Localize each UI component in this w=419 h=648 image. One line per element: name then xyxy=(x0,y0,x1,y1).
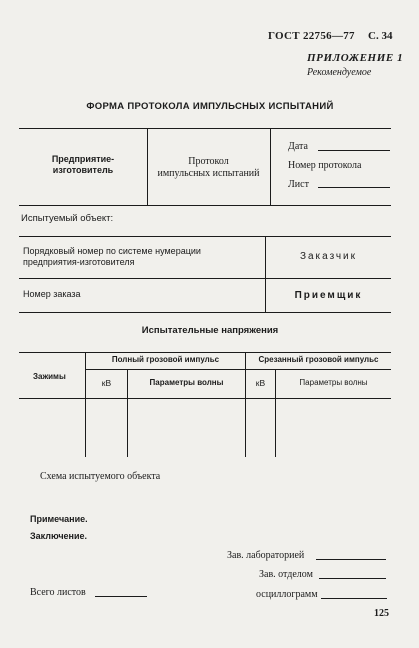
lab-head-label: Зав. лабораторией xyxy=(227,550,305,561)
date-field-line xyxy=(318,150,390,151)
protocol-number-label: Номер протокола xyxy=(288,160,362,171)
dept-head-signature-line xyxy=(319,578,386,579)
kv-header-full: кВ xyxy=(101,378,112,388)
total-sheets-label: Всего листов xyxy=(30,587,86,598)
kv-header-chopped: кВ xyxy=(255,378,266,388)
lab-head-signature-line xyxy=(316,559,386,560)
order-number-label: Номер заказа xyxy=(23,289,81,299)
enterprise-label-line1: Предприятие- xyxy=(51,154,115,164)
note-label: Примечание. xyxy=(30,514,88,524)
sheet-field-line xyxy=(318,187,390,188)
date-label: Дата xyxy=(288,141,308,152)
sheet-label: Лист xyxy=(288,179,309,190)
protocol-label-line2: импульсных испытаний xyxy=(157,168,260,179)
page-reference: С. 34 xyxy=(368,30,393,42)
tested-object-label: Испытуемый объект: xyxy=(21,213,114,224)
recommended-label: Рекомендуемое xyxy=(307,67,372,78)
acceptor-label: Приемщик xyxy=(294,290,363,301)
wave-params-header-full: Параметры волны xyxy=(149,378,224,387)
oscillograms-field-line xyxy=(321,598,387,599)
voltages-title: Испытательные напряжения xyxy=(141,325,279,336)
chopped-impulse-header: Срезанный грозовой импульс xyxy=(258,355,379,364)
customer-label: Заказчик xyxy=(299,251,358,262)
page-number: 125 xyxy=(374,608,389,619)
serial-number-line2: предприятия-изготовителя xyxy=(23,257,135,267)
test-object-scheme-label: Схема испытуемого объекта xyxy=(40,471,161,482)
full-impulse-header: Полный грозовой импульс xyxy=(111,355,220,364)
oscillograms-label: осциллограмм xyxy=(256,589,318,600)
conclusion-label: Заключение. xyxy=(30,531,88,541)
protocol-label-line1: Протокол xyxy=(188,156,229,167)
appendix-label: ПРИЛОЖЕНИЕ 1 xyxy=(307,52,404,64)
total-sheets-field-line xyxy=(95,596,147,597)
protocol-cell xyxy=(147,156,270,180)
enterprise-label-line2: изготовитель xyxy=(52,165,114,175)
gost-designation: ГОСТ 22756—77 xyxy=(268,30,355,42)
terminals-header: Зажимы xyxy=(33,372,66,381)
serial-number-line1: Порядковый номер по системе нумерации xyxy=(23,246,201,256)
serial-number-cell xyxy=(23,246,201,268)
enterprise-cell xyxy=(19,154,147,176)
dept-head-label: Зав. отделом xyxy=(259,569,313,580)
wave-params-header-chopped: Параметры волны xyxy=(299,378,368,387)
form-title: ФОРМА ПРОТОКОЛА ИМПУЛЬСНЫХ ИСПЫТАНИЙ xyxy=(86,101,334,112)
